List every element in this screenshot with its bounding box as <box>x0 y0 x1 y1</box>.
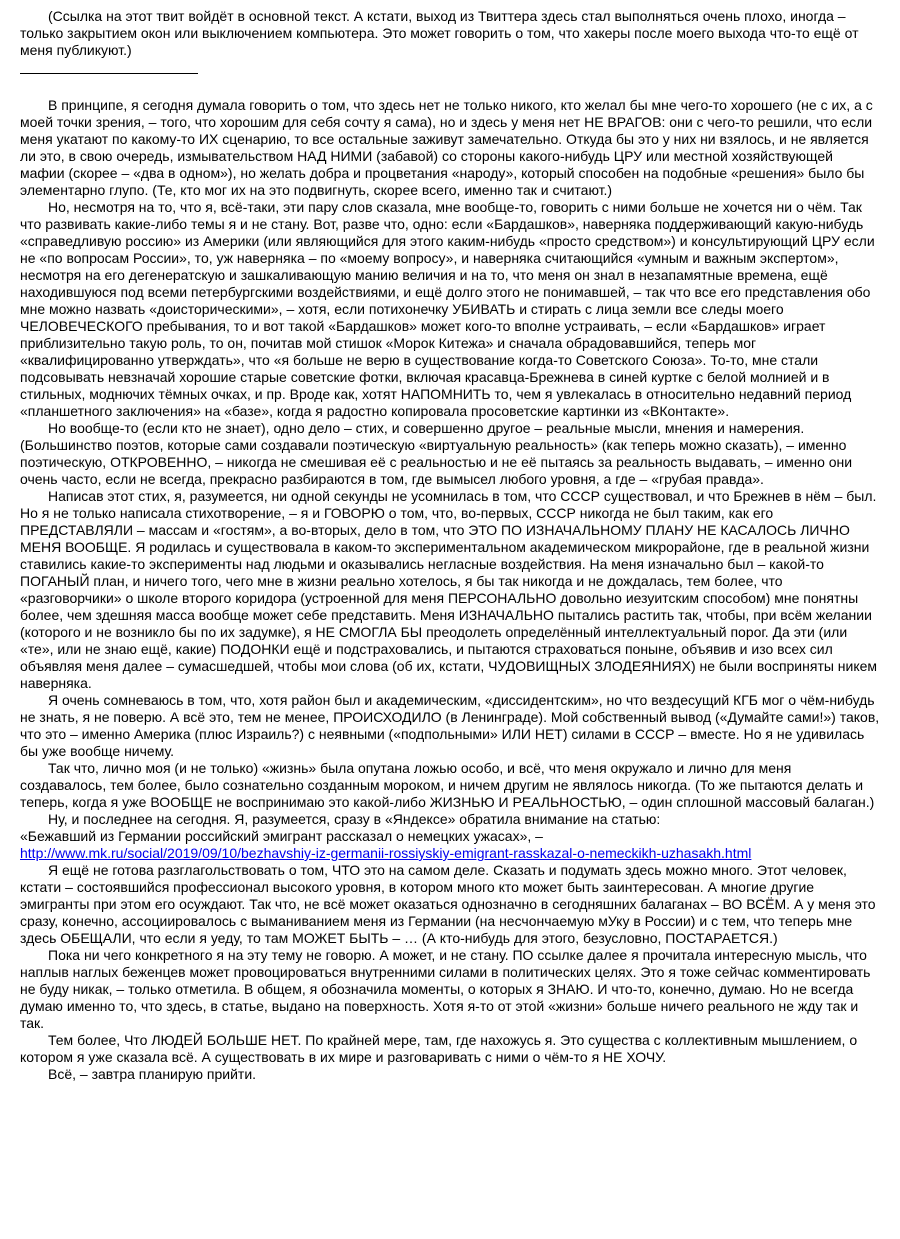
article-link[interactable]: http://www.mk.ru/social/2019/09/10/bezhavshiy-iz-germanii-rossiyskiy-emigrant-rasskazal-o-nemeckikh-uzhasakh.html <box>20 845 752 861</box>
article-title-quote: «Бежавший из Германии российский эмигрант рассказал о немецких ужасах», – <box>20 828 543 844</box>
paragraph: Я очень сомневаюсь в том, что, хотя район был и академическим, «диссидентским», но что вездесущий КГБ мог о чём-нибудь не знать, я не поверю. А всё это, тем не менее, ПРОИСХОДИЛО (в Ленинграде). Мой собственный вывод («Думайте сами!») таков, что это – именно Америка (плюс Израиль?) с неявными («подпольными» ИЛИ НЕТ) силами в СССР – вместе. Но я не удивилась бы уже вообще ничему. <box>20 692 880 759</box>
paragraph: Всё, – завтра планирую прийти. <box>48 1066 257 1082</box>
paragraph: Ну, и последнее на сегодня. Я, разумеется, сразу в «Яндексе» обратила внимание на статью: <box>48 811 661 827</box>
paragraph: Но вообще-то (если кто не знает), одно дело – стих, и совершенно другое – реальные мысли, мнения и намерения. (Большинство поэтов, которые сами создавали поэтическую «виртуальную реальность» (как теперь можно сказать), – именно поэтическую, ОТКРОВЕННО, – никогда не смешивая её с реальностью и не её пытаясь за реальность выдавать, – именно они очень часто, если не всегда, прекрасно разбираются в том, где вымысел любого уровня, а где – «грубая правда». <box>20 420 853 487</box>
article-link-line <box>20 845 880 862</box>
paragraph: Я ещё не готова разглагольствовать о том, ЧТО это на самом деле. Сказать и подумать здесь можно много. Этот человек, кстати – состоявшийся профессионал высокого уровня, в котором много кто может быть заинтересован. А многие другие эмигранты при этом его осуждают. Так что, не всё может оказаться однозначно в сегодняшних балаганах – ВО ВСЁМ. А у меня это сразу, конечно, ассоциировалось с выманиванием меня из Германии (на несчончаемую мУку в России) и с тем, что теперь мне здесь ОБЕЩАЛИ, что если я уеду, то там МОЖЕТ БЫТЬ – … (А кто-нибудь для этого, безусловно, ПОСТАРАЕТСЯ.) <box>20 862 876 946</box>
intro-note: (Ссылка на этот твит войдёт в основной текст. А кстати, выход из Твиттера здесь стал выполняться очень плохо, иногда – только закрытием окон или выключением компьютера. Это может говорить о том, что хакеры после моего выхода что-то ещё от меня публикуют.) <box>20 8 859 58</box>
paragraph: Пока ни чего конкретного я на эту тему не говорю. А может, и не стану. ПО ссылке далее я прочитала интересную мысль, что наплыв наглых беженцев может провоцироваться внутренними силами в политических целях. Это я тоже сейчас комментировать не буду никак, – только отметила. В общем, я обозначила моменты, о которых я ЗНАЮ. И что-то, конечно, думаю. Но не всегда думаю именно то, что здесь, в статье, выдано на поверхность. Хотя я-то от этой «жизни» больше ничего реального не жду так и так. <box>20 947 871 1031</box>
paragraph: В принципе, я сегодня думала говорить о том, что здесь нет не только никого, кто желал бы мне чего-то хорошего (не с их, а с моей точки зрения, – того, что хорошим для себя сочту я сама), но и здесь у меня нет НЕ ВРАГОВ: они с чего-то решили, что если меня укатают по какому-то ИХ сценарию, то все остальные заживут замечательно. Откуда бы это у них ни взялось, и не является ли это, в свою очередь, измывательством НАД НИМИ (забавой) со стороны какого-нибудь ЦРУ или местной хозяйствующей мафии (скорее – «два в одном»), но желать добра и процветания «народу», который способен на подобные «решения» было бы элементарно глупо. (Те, кто мог их на это подвигнуть, скорее всего, именно так и считают.) <box>20 97 873 198</box>
paragraph: Так что, лично моя (и не только) «жизнь» была опутана ложью особо, и всё, что меня окружало и лично для меня создавалось, тем более, было сознательно созданным мороком, и ничем другим не являлось никогда. (То же пытаются делать и теперь, когда я уже ВООБЩЕ не воспринимаю это какой-либо ЖИЗНЬЮ И РЕАЛЬНОСТЬЮ, – один сплошной массовый балаган.) <box>20 760 875 810</box>
paragraph: Но, несмотря на то, что я, всё-таки, эти пару слов сказала, мне вообще-то, говорить с ними больше не хочется ни о чём. Так что развивать какие-либо темы я и не стану. Вот, разве что, одно: если «Бардашков», наверняка поддерживающий какую-нибудь «справедливую россию» из Америки (или являющийся для этого каким-нибудь «просто средством») и консультирующий ЦРУ если не «по вопросам России», то, уж наверняка – по «моему вопросу», и наверняка считающийся «умным и важным экспертом», несмотря на его дегенератскую и зашкаливающую манию величия и на то, что меня он знал в незапамятные времена, ещё находившуюся под всеми петербургскими воздействиями, и ещё долго этого не понимавшей, – так что все его представления обо мне можно назвать «доисторическими», – хотя, если потихонечку УБИВАТЬ и стирать с лица земли все следы моего ЧЕЛОВЕЧЕСКОГО пребывания, то и вот такой «Бардашков» может кого-то вполне устраивать, – если «Бардашков» играет приблизительно такую роль, то он, почитав мой стишок «Морок Китежа» и сначала обрадовавшийся, теперь мог «квалифицированно утверждать», что «я больше не верю в существование когда-то Советского Союза». То-то, мне стали подсовывать невзначай хорошие старые советские фотки, включая красавца-Брежнева в синей куртке с белой молнией и в стильных, моднючих тёмных очках, и пр. Вроде как, хотят НАПОМНИТЬ то, чем я увлекалась в относительно недавний период «планшетного заключения» на «базе», когда я радостно копировала просоветские картинки из «ВКонтакте». <box>20 199 875 419</box>
document-page <box>20 8 880 1083</box>
paragraph: Написав этот стих, я, разумеется, ни одной секунды не усомнилась в том, что СССР существовал, и что Брежнев в нём – был. Но я не только написала стихотворение, – я и ГОВОРЮ о том, что, во-первых, СССР никогда не был таким, как его ПРЕДСТАВЛЯЛИ – массам и «гостям», а во-вторых, дело в том, что ЭТО ПО ИЗНАЧАЛЬНОМУ ПЛАНУ НЕ КАСАЛОСЬ ЛИЧНО МЕНЯ ВООБЩЕ. Я родилась и существовала в каком-то экспериментальном академическом микрорайоне, где в реальной жизни ставились какие-то эксперименты над людьми и оказывались негласные воздействия. На меня изначально был – какой-то ПОГАНЫЙ план, и ничего того, чего мне в жизни реально хотелось, я бы так никогда и не дождалась, тем более, что «разговорчики» о школе второго коридора (устроенной для меня ПЕРСОНАЛЬНО довольно иезуитским способом) мне понятны более, чем здешняя масса вообще может себе представить. Меня ИЗНАЧАЛЬНО пытались растить так, чтобы, при всём желании (которого и не возникло бы по их задумке), я НЕ СМОГЛА БЫ преодолеть определённый интеллектуальный порог. Да эти (или «те», или не знаю ещё, какие) ПОДОНКИ ещё и подстраховались, и пытаются страховаться поныне, объявив и изо всех сил объявляя меня далее – сумасшедшей, чтобы мои слова (об их, кстати, ЧУДОВИЩНЫХ ЗЛОДЕЯНИЯХ) не были восприняты никем наверняка. <box>20 488 878 691</box>
paragraph: Тем более, Что ЛЮДЕЙ БОЛЬШЕ НЕТ. По крайней мере, там, где нахожусь я. Это существа с коллективным мышлением, о котором я уже сказала всё. А существовать в их мире и разговаривать с ними о чём-то я НЕ ХОЧУ. <box>20 1032 858 1065</box>
separator-line <box>20 73 198 74</box>
